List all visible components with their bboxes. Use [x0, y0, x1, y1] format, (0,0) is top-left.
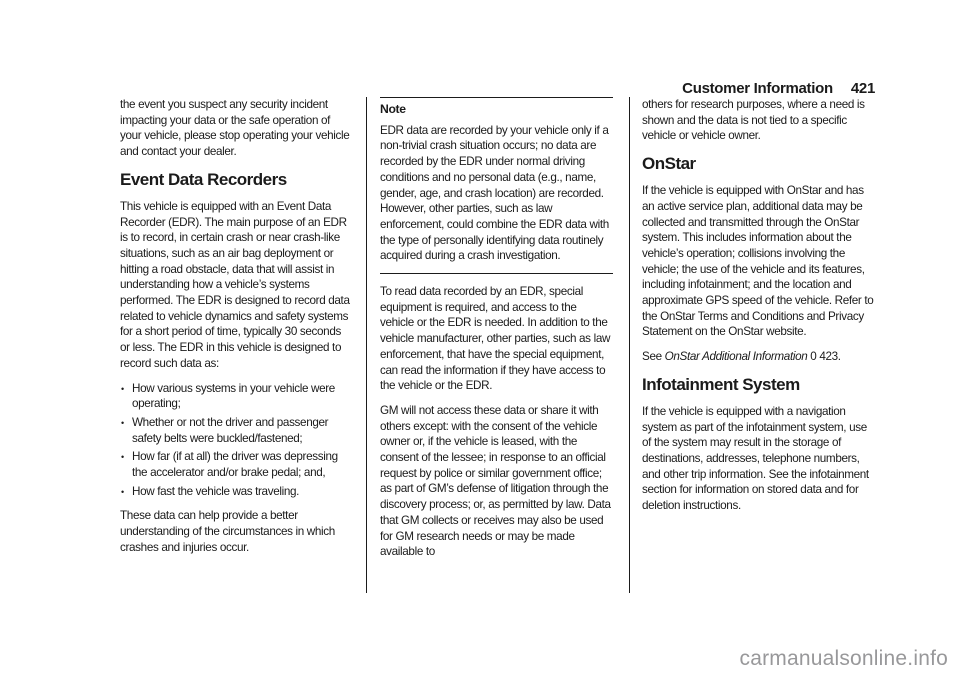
column-middle — [380, 97, 613, 569]
page-header — [120, 80, 875, 97]
intro-paragraph: the event you suspect any security incident impacting your data or the safe operation of your vehicle, please stop operating your vehicle and contact your dealer. — [120, 98, 350, 159]
column-divider-left — [366, 97, 367, 593]
watermark: carmanualsonline.info — [739, 647, 948, 670]
column-right — [642, 97, 876, 523]
note-paragraph: EDR data are recorded by your vehicle only if a non-trivial crash situation occurs; no data are recorded by the EDR under normal driving conditions and no personal data (e.g., name, gender, age, and crash location) are recorded. However, other parties, such as law enforcement, could combine the EDR data with the type of personally identifying data routinely acquired during a crash investigation. — [380, 123, 609, 263]
cross-reference-prefix: See — [642, 350, 665, 364]
cross-reference-link: OnStar Additional Information — [664, 350, 808, 364]
edr-bullet-list — [120, 381, 353, 500]
column-left — [120, 97, 353, 565]
header-page-number: 421 — [850, 80, 875, 97]
note-block — [380, 97, 613, 274]
edr-read-paragraph: To read data recorded by an EDR, special equipment is required, and access to the vehicle or the EDR is needed. In addition to the vehicle manufacturer, other parties, such as law enforcement, that have the special equipment, can read the information if they have access to the vehicle or the EDR. — [380, 285, 611, 393]
header-section-title: Customer Information — [682, 80, 833, 97]
research-paragraph: others for research purposes, where a need is shown and the data is not tied to a specific vehicle or vehicle owner. — [642, 98, 865, 143]
edr-summary-paragraph: These data can help provide a better understanding of the circumstances in which crashes and injuries occur. — [120, 509, 335, 554]
bullet-item: • How fast the vehicle was traveling. — [120, 484, 353, 500]
note-label: Note — [380, 102, 406, 116]
cross-reference-page: 0 423. — [807, 350, 841, 364]
column-divider-right — [629, 97, 630, 593]
bullet-item: • How far (if at all) the driver was depressing the accelerator and/or brake pedal; and, — [120, 449, 353, 480]
gm-access-paragraph: GM will not access these data or share it with others except: with the consent of the vehicle owner or, if the vehicle is leased, with the consent of the lessee; in response to an official request by police or similar government office; as part of GM’s defense of litigation through the discovery process; or, as permitted by law. Data that GM collects or receives may also be used for GM research needs or may be made available to — [380, 403, 611, 559]
bullet-item: • Whether or not the driver and passenger safety belts were buckled/fastened; — [120, 415, 353, 446]
heading-event-data-recorders: Event Data Recorders — [120, 169, 287, 189]
cross-reference-line — [642, 349, 876, 365]
heading-onstar: OnStar — [642, 154, 696, 174]
infotainment-paragraph: If the vehicle is equipped with a navigation system as part of the infotainment system, use of the system may result in the storage of destinations, addresses, telephone numbers, and other trip information. See the infotainment section for information on stored data and for deletion instructions. — [642, 404, 869, 513]
bullet-item: • How various systems in your vehicle were operating; — [120, 381, 353, 412]
heading-infotainment-system: Infotainment System — [642, 374, 800, 394]
onstar-paragraph: If the vehicle is equipped with OnStar and has an active service plan, additional data may be collected and transmitted through the OnStar system. This includes information about the vehicle’s operation; collisions involving the vehicle; the use of the vehicle and its features, including infotainment; and the location and approximate GPS speed of the vehicle. Refer to the OnStar Terms and Conditions and Privacy Statement on the OnStar website. — [642, 184, 874, 339]
edr-paragraph: This vehicle is equipped with an Event Data Recorder (EDR). The main purpose of an EDR is to record, in certain crash or near crash-like situations, such as an air bag deployment or hitting a road obstacle, data that will assist in understanding how a vehicle’s systems performed. The EDR is designed to record data related to vehicle dynamics and safety systems for a short period of time, typically 30 seconds or less. The EDR in this vehicle is designed to record such data as: — [120, 199, 350, 370]
